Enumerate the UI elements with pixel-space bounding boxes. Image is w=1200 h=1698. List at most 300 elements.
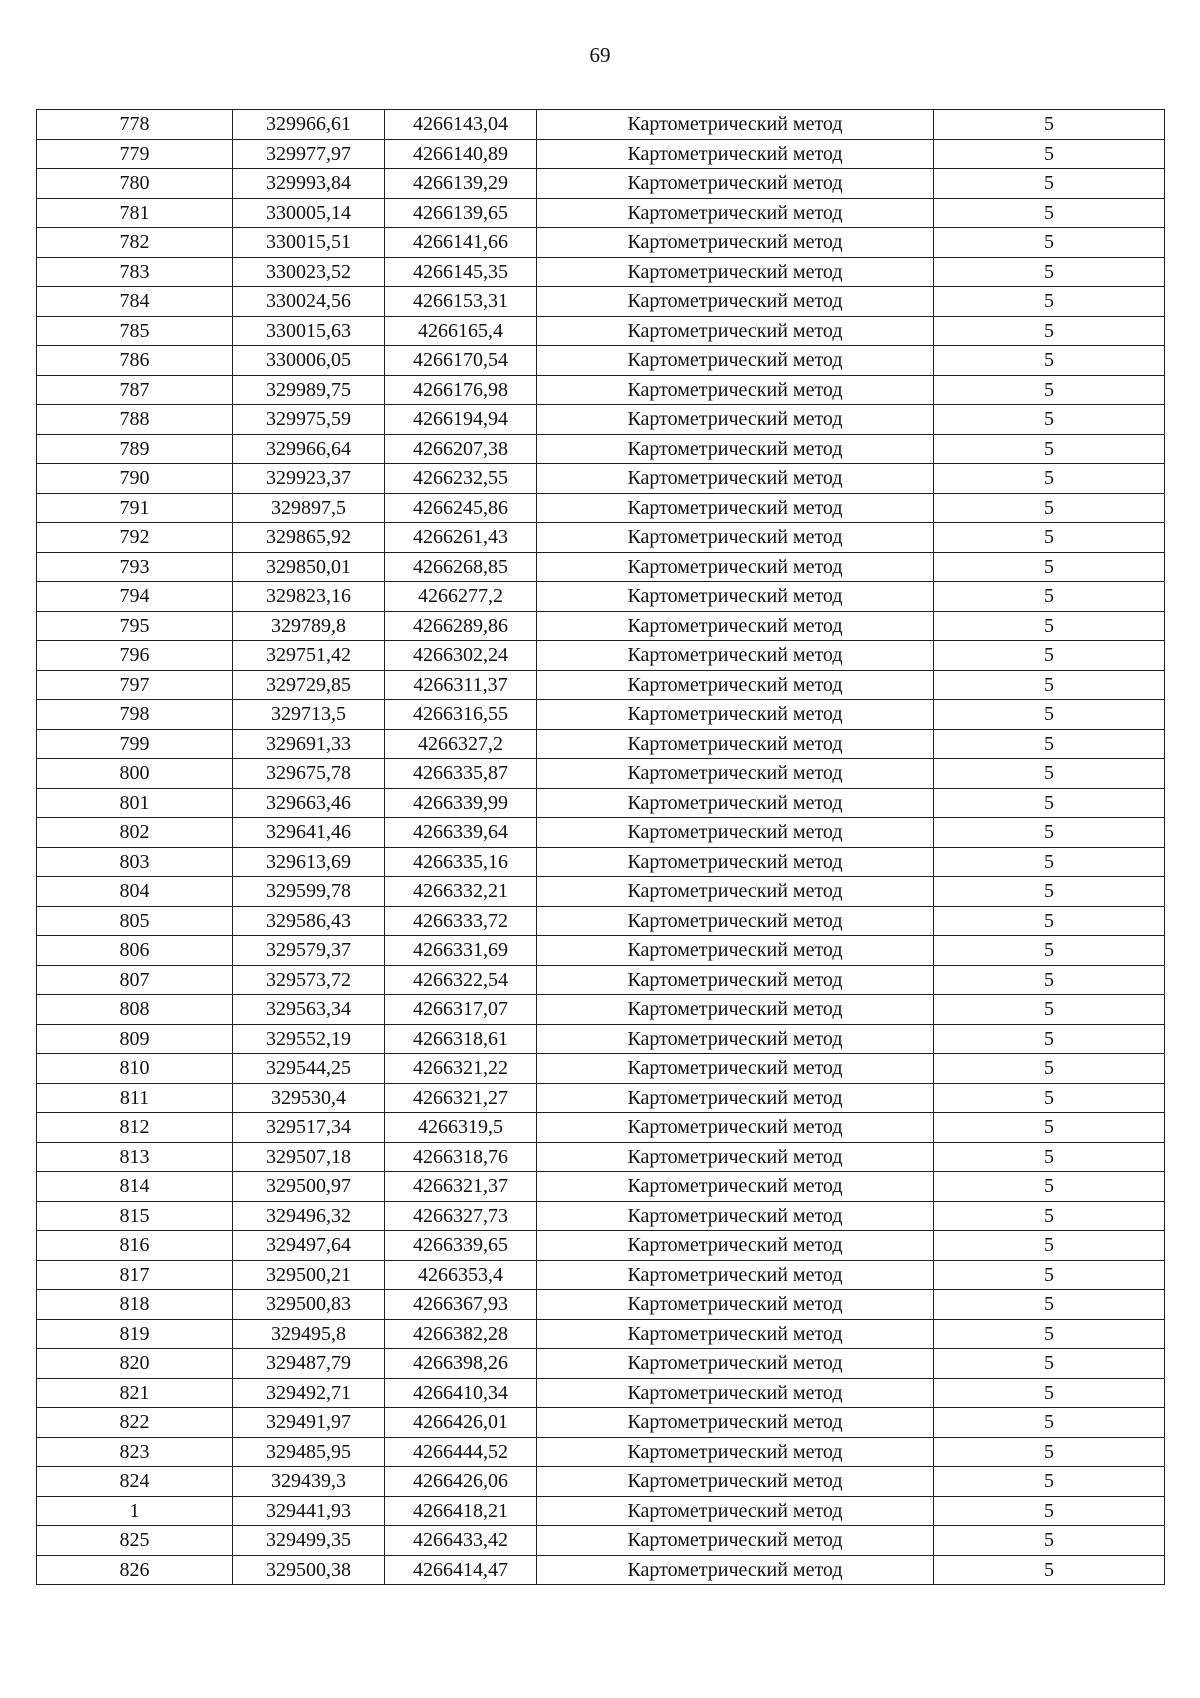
point-number-cell: 817 bbox=[37, 1260, 233, 1290]
y-coordinate-cell: 4266332,21 bbox=[385, 877, 537, 907]
y-coordinate-cell: 4266321,22 bbox=[385, 1054, 537, 1084]
accuracy-cell: 5 bbox=[934, 139, 1165, 169]
x-coordinate-cell: 329691,33 bbox=[233, 729, 385, 759]
method-cell: Картометрический метод bbox=[537, 847, 934, 877]
accuracy-cell: 5 bbox=[934, 198, 1165, 228]
accuracy-cell: 5 bbox=[934, 1496, 1165, 1526]
accuracy-cell: 5 bbox=[934, 552, 1165, 582]
accuracy-cell: 5 bbox=[934, 995, 1165, 1025]
y-coordinate-cell: 4266141,66 bbox=[385, 228, 537, 258]
method-cell: Картометрический метод bbox=[537, 1172, 934, 1202]
accuracy-cell: 5 bbox=[934, 493, 1165, 523]
table-row bbox=[37, 375, 1165, 405]
y-coordinate-cell: 4266444,52 bbox=[385, 1437, 537, 1467]
method-cell: Картометрический метод bbox=[537, 1526, 934, 1556]
table-row bbox=[37, 1201, 1165, 1231]
table-row bbox=[37, 405, 1165, 435]
x-coordinate-cell: 329496,32 bbox=[233, 1201, 385, 1231]
accuracy-cell: 5 bbox=[934, 257, 1165, 287]
point-number-cell: 818 bbox=[37, 1290, 233, 1320]
x-coordinate-cell: 329751,42 bbox=[233, 641, 385, 671]
accuracy-cell: 5 bbox=[934, 1260, 1165, 1290]
x-coordinate-cell: 329485,95 bbox=[233, 1437, 385, 1467]
table-row bbox=[37, 228, 1165, 258]
x-coordinate-cell: 329491,97 bbox=[233, 1408, 385, 1438]
table-row bbox=[37, 1231, 1165, 1261]
y-coordinate-cell: 4266414,47 bbox=[385, 1555, 537, 1585]
y-coordinate-cell: 4266140,89 bbox=[385, 139, 537, 169]
table-row bbox=[37, 611, 1165, 641]
y-coordinate-cell: 4266318,61 bbox=[385, 1024, 537, 1054]
x-coordinate-cell: 329500,21 bbox=[233, 1260, 385, 1290]
table-row bbox=[37, 670, 1165, 700]
accuracy-cell: 5 bbox=[934, 611, 1165, 641]
y-coordinate-cell: 4266318,76 bbox=[385, 1142, 537, 1172]
point-number-cell: 803 bbox=[37, 847, 233, 877]
method-cell: Картометрический метод bbox=[537, 1113, 934, 1143]
table-row bbox=[37, 759, 1165, 789]
x-coordinate-cell: 329507,18 bbox=[233, 1142, 385, 1172]
accuracy-cell: 5 bbox=[934, 169, 1165, 199]
point-number-cell: 781 bbox=[37, 198, 233, 228]
x-coordinate-cell: 329713,5 bbox=[233, 700, 385, 730]
table-row bbox=[37, 1172, 1165, 1202]
method-cell: Картометрический метод bbox=[537, 1349, 934, 1379]
point-number-cell: 798 bbox=[37, 700, 233, 730]
y-coordinate-cell: 4266426,01 bbox=[385, 1408, 537, 1438]
accuracy-cell: 5 bbox=[934, 641, 1165, 671]
accuracy-cell: 5 bbox=[934, 1437, 1165, 1467]
method-cell: Картометрический метод bbox=[537, 1201, 934, 1231]
y-coordinate-cell: 4266170,54 bbox=[385, 346, 537, 376]
y-coordinate-cell: 4266398,26 bbox=[385, 1349, 537, 1379]
x-coordinate-cell: 330023,52 bbox=[233, 257, 385, 287]
accuracy-cell: 5 bbox=[934, 1083, 1165, 1113]
method-cell: Картометрический метод bbox=[537, 1319, 934, 1349]
y-coordinate-cell: 4266145,35 bbox=[385, 257, 537, 287]
y-coordinate-cell: 4266165,4 bbox=[385, 316, 537, 346]
y-coordinate-cell: 4266289,86 bbox=[385, 611, 537, 641]
method-cell: Картометрический метод bbox=[537, 1083, 934, 1113]
x-coordinate-cell: 330006,05 bbox=[233, 346, 385, 376]
method-cell: Картометрический метод bbox=[537, 700, 934, 730]
x-coordinate-cell: 329789,8 bbox=[233, 611, 385, 641]
point-number-cell: 811 bbox=[37, 1083, 233, 1113]
point-number-cell: 796 bbox=[37, 641, 233, 671]
accuracy-cell: 5 bbox=[934, 375, 1165, 405]
y-coordinate-cell: 4266353,4 bbox=[385, 1260, 537, 1290]
point-number-cell: 822 bbox=[37, 1408, 233, 1438]
y-coordinate-cell: 4266321,37 bbox=[385, 1172, 537, 1202]
point-number-cell: 780 bbox=[37, 169, 233, 199]
y-coordinate-cell: 4266261,43 bbox=[385, 523, 537, 553]
y-coordinate-cell: 4266335,87 bbox=[385, 759, 537, 789]
x-coordinate-cell: 329517,34 bbox=[233, 1113, 385, 1143]
y-coordinate-cell: 4266426,06 bbox=[385, 1467, 537, 1497]
x-coordinate-cell: 329613,69 bbox=[233, 847, 385, 877]
method-cell: Картометрический метод bbox=[537, 670, 934, 700]
point-number-cell: 807 bbox=[37, 965, 233, 995]
x-coordinate-cell: 329530,4 bbox=[233, 1083, 385, 1113]
accuracy-cell: 5 bbox=[934, 936, 1165, 966]
y-coordinate-cell: 4266302,24 bbox=[385, 641, 537, 671]
point-number-cell: 790 bbox=[37, 464, 233, 494]
accuracy-cell: 5 bbox=[934, 287, 1165, 317]
method-cell: Картометрический метод bbox=[537, 464, 934, 494]
y-coordinate-cell: 4266232,55 bbox=[385, 464, 537, 494]
coordinates-table-body bbox=[37, 110, 1165, 1585]
x-coordinate-cell: 329966,61 bbox=[233, 110, 385, 140]
point-number-cell: 783 bbox=[37, 257, 233, 287]
table-row bbox=[37, 1467, 1165, 1497]
y-coordinate-cell: 4266333,72 bbox=[385, 906, 537, 936]
x-coordinate-cell: 330005,14 bbox=[233, 198, 385, 228]
accuracy-cell: 5 bbox=[934, 110, 1165, 140]
method-cell: Картометрический метод bbox=[537, 552, 934, 582]
table-row bbox=[37, 139, 1165, 169]
x-coordinate-cell: 329500,97 bbox=[233, 1172, 385, 1202]
accuracy-cell: 5 bbox=[934, 1142, 1165, 1172]
accuracy-cell: 5 bbox=[934, 228, 1165, 258]
point-number-cell: 812 bbox=[37, 1113, 233, 1143]
x-coordinate-cell: 329492,71 bbox=[233, 1378, 385, 1408]
x-coordinate-cell: 329441,93 bbox=[233, 1496, 385, 1526]
method-cell: Картометрический метод bbox=[537, 759, 934, 789]
x-coordinate-cell: 330015,63 bbox=[233, 316, 385, 346]
accuracy-cell: 5 bbox=[934, 1378, 1165, 1408]
point-number-cell: 794 bbox=[37, 582, 233, 612]
y-coordinate-cell: 4266139,29 bbox=[385, 169, 537, 199]
point-number-cell: 779 bbox=[37, 139, 233, 169]
x-coordinate-cell: 329599,78 bbox=[233, 877, 385, 907]
point-number-cell: 785 bbox=[37, 316, 233, 346]
point-number-cell: 791 bbox=[37, 493, 233, 523]
x-coordinate-cell: 329975,59 bbox=[233, 405, 385, 435]
method-cell: Картометрический метод bbox=[537, 1408, 934, 1438]
method-cell: Картометрический метод bbox=[537, 1260, 934, 1290]
method-cell: Картометрический метод bbox=[537, 169, 934, 199]
y-coordinate-cell: 4266139,65 bbox=[385, 198, 537, 228]
y-coordinate-cell: 4266322,54 bbox=[385, 965, 537, 995]
y-coordinate-cell: 4266367,93 bbox=[385, 1290, 537, 1320]
accuracy-cell: 5 bbox=[934, 759, 1165, 789]
point-number-cell: 820 bbox=[37, 1349, 233, 1379]
method-cell: Картометрический метод bbox=[537, 965, 934, 995]
method-cell: Картометрический метод bbox=[537, 1024, 934, 1054]
method-cell: Картометрический метод bbox=[537, 995, 934, 1025]
x-coordinate-cell: 329850,01 bbox=[233, 552, 385, 582]
point-number-cell: 813 bbox=[37, 1142, 233, 1172]
accuracy-cell: 5 bbox=[934, 464, 1165, 494]
method-cell: Картометрический метод bbox=[537, 1555, 934, 1585]
table-row bbox=[37, 493, 1165, 523]
accuracy-cell: 5 bbox=[934, 965, 1165, 995]
method-cell: Картометрический метод bbox=[537, 818, 934, 848]
accuracy-cell: 5 bbox=[934, 818, 1165, 848]
table-row bbox=[37, 1496, 1165, 1526]
method-cell: Картометрический метод bbox=[537, 346, 934, 376]
method-cell: Картометрический метод bbox=[537, 493, 934, 523]
point-number-cell: 784 bbox=[37, 287, 233, 317]
y-coordinate-cell: 4266207,38 bbox=[385, 434, 537, 464]
x-coordinate-cell: 329897,5 bbox=[233, 493, 385, 523]
x-coordinate-cell: 329500,38 bbox=[233, 1555, 385, 1585]
table-row bbox=[37, 1054, 1165, 1084]
point-number-cell: 810 bbox=[37, 1054, 233, 1084]
table-row bbox=[37, 936, 1165, 966]
point-number-cell: 786 bbox=[37, 346, 233, 376]
y-coordinate-cell: 4266327,73 bbox=[385, 1201, 537, 1231]
method-cell: Картометрический метод bbox=[537, 375, 934, 405]
x-coordinate-cell: 329586,43 bbox=[233, 906, 385, 936]
table-row bbox=[37, 523, 1165, 553]
accuracy-cell: 5 bbox=[934, 1113, 1165, 1143]
y-coordinate-cell: 4266418,21 bbox=[385, 1496, 537, 1526]
method-cell: Картометрический метод bbox=[537, 1437, 934, 1467]
accuracy-cell: 5 bbox=[934, 1201, 1165, 1231]
point-number-cell: 805 bbox=[37, 906, 233, 936]
table-row bbox=[37, 464, 1165, 494]
table-row bbox=[37, 906, 1165, 936]
accuracy-cell: 5 bbox=[934, 877, 1165, 907]
x-coordinate-cell: 329573,72 bbox=[233, 965, 385, 995]
method-cell: Картометрический метод bbox=[537, 316, 934, 346]
point-number-cell: 801 bbox=[37, 788, 233, 818]
accuracy-cell: 5 bbox=[934, 847, 1165, 877]
x-coordinate-cell: 329993,84 bbox=[233, 169, 385, 199]
x-coordinate-cell: 329487,79 bbox=[233, 1349, 385, 1379]
table-row bbox=[37, 788, 1165, 818]
table-row bbox=[37, 1024, 1165, 1054]
accuracy-cell: 5 bbox=[934, 1231, 1165, 1261]
y-coordinate-cell: 4266153,31 bbox=[385, 287, 537, 317]
accuracy-cell: 5 bbox=[934, 1349, 1165, 1379]
x-coordinate-cell: 329439,3 bbox=[233, 1467, 385, 1497]
y-coordinate-cell: 4266327,2 bbox=[385, 729, 537, 759]
accuracy-cell: 5 bbox=[934, 1054, 1165, 1084]
table-row bbox=[37, 198, 1165, 228]
method-cell: Картометрический метод bbox=[537, 405, 934, 435]
table-row bbox=[37, 582, 1165, 612]
point-number-cell: 802 bbox=[37, 818, 233, 848]
accuracy-cell: 5 bbox=[934, 1319, 1165, 1349]
table-row bbox=[37, 847, 1165, 877]
table-row bbox=[37, 1437, 1165, 1467]
point-number-cell: 821 bbox=[37, 1378, 233, 1408]
table-row bbox=[37, 169, 1165, 199]
y-coordinate-cell: 4266339,64 bbox=[385, 818, 537, 848]
y-coordinate-cell: 4266339,99 bbox=[385, 788, 537, 818]
y-coordinate-cell: 4266335,16 bbox=[385, 847, 537, 877]
point-number-cell: 804 bbox=[37, 877, 233, 907]
y-coordinate-cell: 4266319,5 bbox=[385, 1113, 537, 1143]
table-row bbox=[37, 1142, 1165, 1172]
point-number-cell: 797 bbox=[37, 670, 233, 700]
method-cell: Картометрический метод bbox=[537, 434, 934, 464]
x-coordinate-cell: 329729,85 bbox=[233, 670, 385, 700]
table-row bbox=[37, 729, 1165, 759]
point-number-cell: 824 bbox=[37, 1467, 233, 1497]
y-coordinate-cell: 4266317,07 bbox=[385, 995, 537, 1025]
point-number-cell: 799 bbox=[37, 729, 233, 759]
table-row bbox=[37, 1349, 1165, 1379]
table-row bbox=[37, 1378, 1165, 1408]
table-row bbox=[37, 965, 1165, 995]
point-number-cell: 808 bbox=[37, 995, 233, 1025]
accuracy-cell: 5 bbox=[934, 405, 1165, 435]
x-coordinate-cell: 329495,8 bbox=[233, 1319, 385, 1349]
point-number-cell: 809 bbox=[37, 1024, 233, 1054]
accuracy-cell: 5 bbox=[934, 906, 1165, 936]
method-cell: Картометрический метод bbox=[537, 1054, 934, 1084]
x-coordinate-cell: 329989,75 bbox=[233, 375, 385, 405]
table-row bbox=[37, 1290, 1165, 1320]
point-number-cell: 816 bbox=[37, 1231, 233, 1261]
method-cell: Картометрический метод bbox=[537, 788, 934, 818]
accuracy-cell: 5 bbox=[934, 1555, 1165, 1585]
point-number-cell: 825 bbox=[37, 1526, 233, 1556]
x-coordinate-cell: 329579,37 bbox=[233, 936, 385, 966]
x-coordinate-cell: 329499,35 bbox=[233, 1526, 385, 1556]
y-coordinate-cell: 4266176,98 bbox=[385, 375, 537, 405]
x-coordinate-cell: 329500,83 bbox=[233, 1290, 385, 1320]
accuracy-cell: 5 bbox=[934, 346, 1165, 376]
point-number-cell: 793 bbox=[37, 552, 233, 582]
point-number-cell: 806 bbox=[37, 936, 233, 966]
x-coordinate-cell: 329552,19 bbox=[233, 1024, 385, 1054]
method-cell: Картометрический метод bbox=[537, 611, 934, 641]
table-row bbox=[37, 287, 1165, 317]
accuracy-cell: 5 bbox=[934, 1467, 1165, 1497]
x-coordinate-cell: 329641,46 bbox=[233, 818, 385, 848]
y-coordinate-cell: 4266433,42 bbox=[385, 1526, 537, 1556]
point-number-cell: 814 bbox=[37, 1172, 233, 1202]
point-number-cell: 782 bbox=[37, 228, 233, 258]
table-row bbox=[37, 316, 1165, 346]
point-number-cell: 778 bbox=[37, 110, 233, 140]
method-cell: Картометрический метод bbox=[537, 1142, 934, 1172]
method-cell: Картометрический метод bbox=[537, 257, 934, 287]
point-number-cell: 819 bbox=[37, 1319, 233, 1349]
point-number-cell: 795 bbox=[37, 611, 233, 641]
accuracy-cell: 5 bbox=[934, 788, 1165, 818]
y-coordinate-cell: 4266311,37 bbox=[385, 670, 537, 700]
y-coordinate-cell: 4266339,65 bbox=[385, 1231, 537, 1261]
accuracy-cell: 5 bbox=[934, 729, 1165, 759]
method-cell: Картометрический метод bbox=[537, 1378, 934, 1408]
x-coordinate-cell: 330015,51 bbox=[233, 228, 385, 258]
method-cell: Картометрический метод bbox=[537, 110, 934, 140]
method-cell: Картометрический метод bbox=[537, 1290, 934, 1320]
table-row bbox=[37, 1319, 1165, 1349]
x-coordinate-cell: 329544,25 bbox=[233, 1054, 385, 1084]
method-cell: Картометрический метод bbox=[537, 1231, 934, 1261]
x-coordinate-cell: 329865,92 bbox=[233, 523, 385, 553]
method-cell: Картометрический метод bbox=[537, 1496, 934, 1526]
accuracy-cell: 5 bbox=[934, 1172, 1165, 1202]
point-number-cell: 815 bbox=[37, 1201, 233, 1231]
accuracy-cell: 5 bbox=[934, 523, 1165, 553]
accuracy-cell: 5 bbox=[934, 434, 1165, 464]
method-cell: Картометрический метод bbox=[537, 287, 934, 317]
method-cell: Картометрический метод bbox=[537, 936, 934, 966]
y-coordinate-cell: 4266331,69 bbox=[385, 936, 537, 966]
method-cell: Картометрический метод bbox=[537, 1467, 934, 1497]
y-coordinate-cell: 4266143,04 bbox=[385, 110, 537, 140]
table-row bbox=[37, 257, 1165, 287]
x-coordinate-cell: 329497,64 bbox=[233, 1231, 385, 1261]
table-row bbox=[37, 700, 1165, 730]
y-coordinate-cell: 4266410,34 bbox=[385, 1378, 537, 1408]
table-row bbox=[37, 818, 1165, 848]
x-coordinate-cell: 329923,37 bbox=[233, 464, 385, 494]
accuracy-cell: 5 bbox=[934, 582, 1165, 612]
point-number-cell: 789 bbox=[37, 434, 233, 464]
table-row bbox=[37, 1083, 1165, 1113]
x-coordinate-cell: 329977,97 bbox=[233, 139, 385, 169]
table-row bbox=[37, 877, 1165, 907]
coordinates-table bbox=[36, 109, 1165, 1585]
point-number-cell: 787 bbox=[37, 375, 233, 405]
y-coordinate-cell: 4266316,55 bbox=[385, 700, 537, 730]
accuracy-cell: 5 bbox=[934, 670, 1165, 700]
x-coordinate-cell: 329966,64 bbox=[233, 434, 385, 464]
table-row bbox=[37, 1526, 1165, 1556]
table-row bbox=[37, 552, 1165, 582]
point-number-cell: 1 bbox=[37, 1496, 233, 1526]
point-number-cell: 800 bbox=[37, 759, 233, 789]
x-coordinate-cell: 329563,34 bbox=[233, 995, 385, 1025]
accuracy-cell: 5 bbox=[934, 1408, 1165, 1438]
x-coordinate-cell: 329675,78 bbox=[233, 759, 385, 789]
page-number: 69 bbox=[589, 43, 611, 67]
method-cell: Картометрический метод bbox=[537, 228, 934, 258]
table-row bbox=[37, 1408, 1165, 1438]
table-row bbox=[37, 434, 1165, 464]
x-coordinate-cell: 329663,46 bbox=[233, 788, 385, 818]
method-cell: Картометрический метод bbox=[537, 877, 934, 907]
accuracy-cell: 5 bbox=[934, 1024, 1165, 1054]
method-cell: Картометрический метод bbox=[537, 641, 934, 671]
y-coordinate-cell: 4266321,27 bbox=[385, 1083, 537, 1113]
table-row bbox=[37, 1113, 1165, 1143]
accuracy-cell: 5 bbox=[934, 700, 1165, 730]
y-coordinate-cell: 4266277,2 bbox=[385, 582, 537, 612]
y-coordinate-cell: 4266245,86 bbox=[385, 493, 537, 523]
point-number-cell: 788 bbox=[37, 405, 233, 435]
table-row bbox=[37, 346, 1165, 376]
table-row bbox=[37, 110, 1165, 140]
y-coordinate-cell: 4266268,85 bbox=[385, 552, 537, 582]
x-coordinate-cell: 329823,16 bbox=[233, 582, 385, 612]
method-cell: Картометрический метод bbox=[537, 906, 934, 936]
x-coordinate-cell: 330024,56 bbox=[233, 287, 385, 317]
accuracy-cell: 5 bbox=[934, 1526, 1165, 1556]
table-row bbox=[37, 995, 1165, 1025]
accuracy-cell: 5 bbox=[934, 1290, 1165, 1320]
point-number-cell: 792 bbox=[37, 523, 233, 553]
table-row bbox=[37, 641, 1165, 671]
table-row bbox=[37, 1555, 1165, 1585]
method-cell: Картометрический метод bbox=[537, 139, 934, 169]
method-cell: Картометрический метод bbox=[537, 729, 934, 759]
point-number-cell: 823 bbox=[37, 1437, 233, 1467]
y-coordinate-cell: 4266382,28 bbox=[385, 1319, 537, 1349]
accuracy-cell: 5 bbox=[934, 316, 1165, 346]
method-cell: Картометрический метод bbox=[537, 523, 934, 553]
method-cell: Картометрический метод bbox=[537, 582, 934, 612]
point-number-cell: 826 bbox=[37, 1555, 233, 1585]
